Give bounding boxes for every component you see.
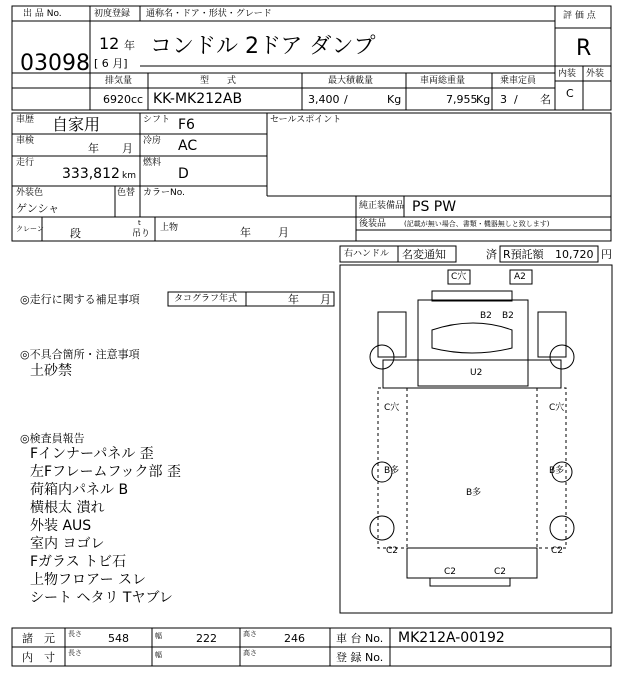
inspection-month: 月 [122, 142, 133, 155]
gross-weight-value: 7,955 [446, 93, 478, 106]
aftermarket-note: (記載が無い場合、書類・機器無しと致します) [404, 220, 550, 228]
history-value: 自家用 [52, 115, 101, 134]
registration-label: 登 録 No. [336, 651, 384, 664]
damage-mark: C2 [444, 567, 457, 577]
dimension-label: 諸 元 [22, 632, 55, 645]
fuel-label: 燃料 [143, 158, 162, 168]
inspector-item: シート ヘタリ Tヤブレ [30, 590, 173, 606]
recycle-unit: 円 [601, 248, 612, 261]
model-label: 通称名・ドア・形状・グレード [146, 9, 272, 19]
capacity-label: 乗車定員 [500, 76, 537, 86]
length-value: 548 [108, 632, 129, 645]
width-value: 222 [196, 632, 217, 645]
shift-label: シフト [143, 115, 171, 125]
inspector-item: 左Fフレームフック部 歪 [30, 464, 181, 480]
interior-label: 内装 [558, 69, 577, 79]
height-label: 高さ [243, 630, 257, 638]
tachograph-label: タコグラフ年式 [174, 294, 238, 304]
damage-mark: U2 [470, 368, 483, 378]
tacho-month: 月 [320, 293, 331, 306]
color-number-label: カラーNo. [143, 188, 185, 198]
mileage-unit: km [122, 171, 136, 181]
inspector-item: 外装 AUS [30, 518, 92, 534]
lift-month: 月 [278, 226, 289, 239]
grade-value: R [576, 36, 592, 61]
damage-mark: C穴 [451, 272, 467, 282]
mileage-value: 333,812 [62, 166, 120, 182]
fuel-value: D [178, 166, 189, 182]
damage-mark: B2 [480, 311, 492, 321]
history-label: 車歴 [16, 115, 35, 125]
name-change-label: 名変通知 [402, 248, 446, 261]
inner-dimension-label: 内 寸 [22, 651, 55, 664]
chassis-label: 車 台 No. [336, 632, 384, 645]
damage-mark: B多 [384, 466, 400, 476]
damage-mark: C穴 [384, 403, 400, 413]
width-label: 幅 [155, 632, 162, 640]
damage-mark: B多 [466, 488, 482, 498]
lot-number: 03098 [20, 51, 90, 76]
tacho-year: 年 [288, 293, 299, 306]
inspector-item: 荷箱内パネル B [30, 482, 129, 498]
inspector-item: 横根太 潰れ [30, 500, 105, 516]
ac-label: 冷房 [143, 136, 162, 146]
crane-ton: t [138, 219, 141, 227]
damage-mark: C2 [551, 546, 564, 556]
flag-mark: 済 [486, 248, 497, 261]
sales-point-label: セールスポイント [270, 115, 342, 125]
crane-label: クレーン [16, 225, 44, 233]
defect-item: 土砂禁 [30, 363, 72, 379]
exterior-color-label: 外装色 [16, 188, 44, 198]
crane-stage: 段 [70, 227, 81, 240]
crane-lift: 吊り [132, 229, 151, 239]
damage-mark: A2 [514, 272, 526, 282]
capacity-slash: / [514, 93, 518, 106]
first-reg-label: 初度登録 [94, 9, 131, 19]
reg-year: 12 [99, 34, 120, 53]
color-change-label: 色替 [117, 188, 136, 198]
damage-mark: B多 [549, 466, 565, 476]
capacity-unit: 名 [540, 93, 551, 106]
max-load-unit: Kg [387, 93, 402, 106]
model-type: KK-MK212AB [153, 91, 243, 107]
running-notes-label: ◎走行に関する補足事項 [20, 293, 140, 306]
inspector-item: 室内 ヨゴレ [30, 536, 105, 552]
displacement-value: 6920 [103, 93, 131, 106]
recycle-value: 10,720 [555, 248, 594, 261]
model-name: コンドル 2ドア ダンプ [150, 34, 376, 59]
shift-value: F6 [178, 117, 195, 133]
exterior-color-value: ゲンシャ [16, 202, 60, 215]
defect-label: ◎不具合箇所・注意事項 [20, 348, 140, 361]
equipment-value: PS PW [412, 199, 457, 215]
chassis-value: MK212A-00192 [398, 630, 505, 646]
exterior-label: 外装 [586, 69, 605, 79]
displacement-label: 排気量 [105, 76, 133, 86]
reg-month: [ 6 月] [94, 57, 128, 70]
gross-weight-unit: Kg [476, 93, 491, 106]
lot-label: 出 品 No. [23, 9, 62, 19]
grade-label: 評 価 点 [563, 11, 596, 21]
inspector-item: Fガラス トビ石 [30, 554, 127, 570]
rhd-flag: 右ハンドル [344, 249, 390, 259]
mileage-label: 走行 [16, 158, 35, 168]
damage-mark: B2 [502, 311, 514, 321]
inspector-item: 上物フロアー スレ [30, 572, 147, 588]
inner-height-label: 高さ [243, 649, 257, 657]
inspector-item: Fインナーパネル 歪 [30, 446, 154, 462]
capacity-value: 3 [500, 93, 507, 106]
gross-weight-label: 車両総重量 [420, 76, 466, 86]
ac-value: AC [178, 138, 198, 154]
inspection-label: 車検 [16, 136, 35, 146]
inner-length-label: 長さ [68, 649, 82, 657]
inner-width-label: 幅 [155, 651, 162, 659]
max-load-label: 最大積載量 [328, 76, 374, 86]
max-load-slash: / [344, 93, 348, 106]
height-value: 246 [284, 632, 305, 645]
lift-label: 上物 [160, 223, 179, 233]
displacement-unit: cc [131, 93, 144, 106]
reg-year-unit: 年 [124, 39, 135, 52]
damage-mark: C2 [494, 567, 507, 577]
lift-year: 年 [240, 226, 251, 239]
interior-grade: C [566, 87, 574, 100]
damage-mark: C穴 [549, 403, 565, 413]
inspection-year: 年 [88, 142, 99, 155]
aftermarket-label: 後装品 [359, 219, 387, 229]
length-label: 長さ [68, 630, 82, 638]
equipment-label: 純正装備品 [359, 201, 405, 211]
type-label: 型 式 [200, 76, 237, 86]
max-load-value: 3,400 [308, 93, 340, 106]
inspector-label: ◎検査員報告 [20, 432, 85, 445]
recycle-label: R預託額 [503, 248, 544, 261]
damage-mark: C2 [386, 546, 399, 556]
